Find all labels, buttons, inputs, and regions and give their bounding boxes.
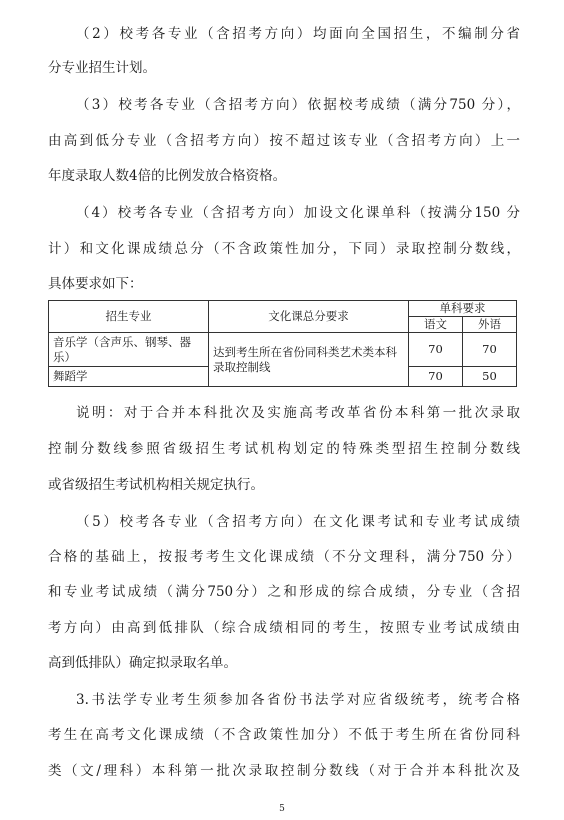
paragraph-6-line-1: 3.书法学专业考生须参加各省份书法学对应省级统考，统考合格 — [76, 692, 520, 708]
paragraph-5-line-4: 考方向）由高到低排队（综合成绩相同的考生，按照专业考试成绩由 — [48, 620, 520, 636]
header-foreign-language: 外语 — [463, 317, 517, 333]
paragraph-4-line-1: （4）校考各专业（含招考方向）加设文化课单科（按满分150 分 — [76, 205, 520, 221]
row-major: 舞蹈学 — [49, 367, 209, 387]
header-major: 招生专业 — [49, 301, 209, 333]
row-foreign-score: 70 — [463, 333, 517, 367]
row-foreign-score: 50 — [463, 367, 517, 387]
note-line-3: 或省级招生考试机构相关规定执行。 — [48, 477, 264, 493]
paragraph-5-line-1: （5）校考各专业（含招考方向）在文化课考试和专业考试成绩 — [76, 514, 520, 530]
note-line-2: 控制分数线参照省级招生考试机构划定的特殊类型招生控制分数线 — [48, 441, 520, 457]
paragraph-3-line-3: 年度录取人数4倍的比例发放合格资格。 — [48, 168, 287, 184]
total-requirement: 达到考生所在省份同科类艺术类本科录取控制线 — [209, 333, 409, 387]
row-chinese-score: 70 — [409, 333, 463, 367]
paragraph-5-line-3: 和专业考试成绩（满分750分）之和形成的综合成绩，分专业（含招 — [48, 584, 520, 600]
header-chinese: 语文 — [409, 317, 463, 333]
paragraph-3-line-2: 由高到低分专业（含招考方向）按不超过该专业（含招考方向）上一 — [48, 133, 520, 149]
paragraph-3-line-1: （3）校考各专业（含招考方向）依据校考成绩（满分750 分）， — [76, 97, 520, 113]
header-total-score: 文化课总分要求 — [209, 301, 409, 333]
paragraph-6-line-2: 考生在高考文化课成绩（不含政策性加分）不低于考生所在省份同科 — [48, 727, 520, 743]
row-chinese-score: 70 — [409, 367, 463, 387]
row-major: 音乐学（含声乐、钢琴、器乐） — [49, 333, 209, 367]
requirements-table — [48, 300, 517, 387]
page-number: 5 — [279, 804, 285, 814]
table-header-row — [49, 301, 517, 317]
header-single-subject: 单科要求 — [409, 301, 517, 317]
paragraph-2-line-2: 分专业招生计划。 — [48, 60, 156, 76]
paragraph-5-line-2: 合格的基础上，按报考考生文化课成绩（不分文理科，满分750 分） — [48, 549, 520, 565]
paragraph-4-line-3: 具体要求如下： — [48, 276, 143, 292]
table-row — [49, 333, 517, 367]
paragraph-4-line-2: 计）和文化课成绩总分（不含政策性加分，下同）录取控制分数线， — [48, 241, 520, 257]
note-line-1: 说明：对于合并本科批次及实施高考改革省份本科第一批次录取 — [76, 405, 520, 421]
paragraph-5-line-5: 高到低排队）确定拟录取名单。 — [48, 655, 237, 671]
paragraph-2-line-1: （2）校考各专业（含招考方向）均面向全国招生，不编制分省 — [76, 26, 520, 42]
paragraph-6-line-3: 类（文/理科）本科第一批次录取控制分数线（对于合并本科批次及 — [48, 763, 520, 779]
